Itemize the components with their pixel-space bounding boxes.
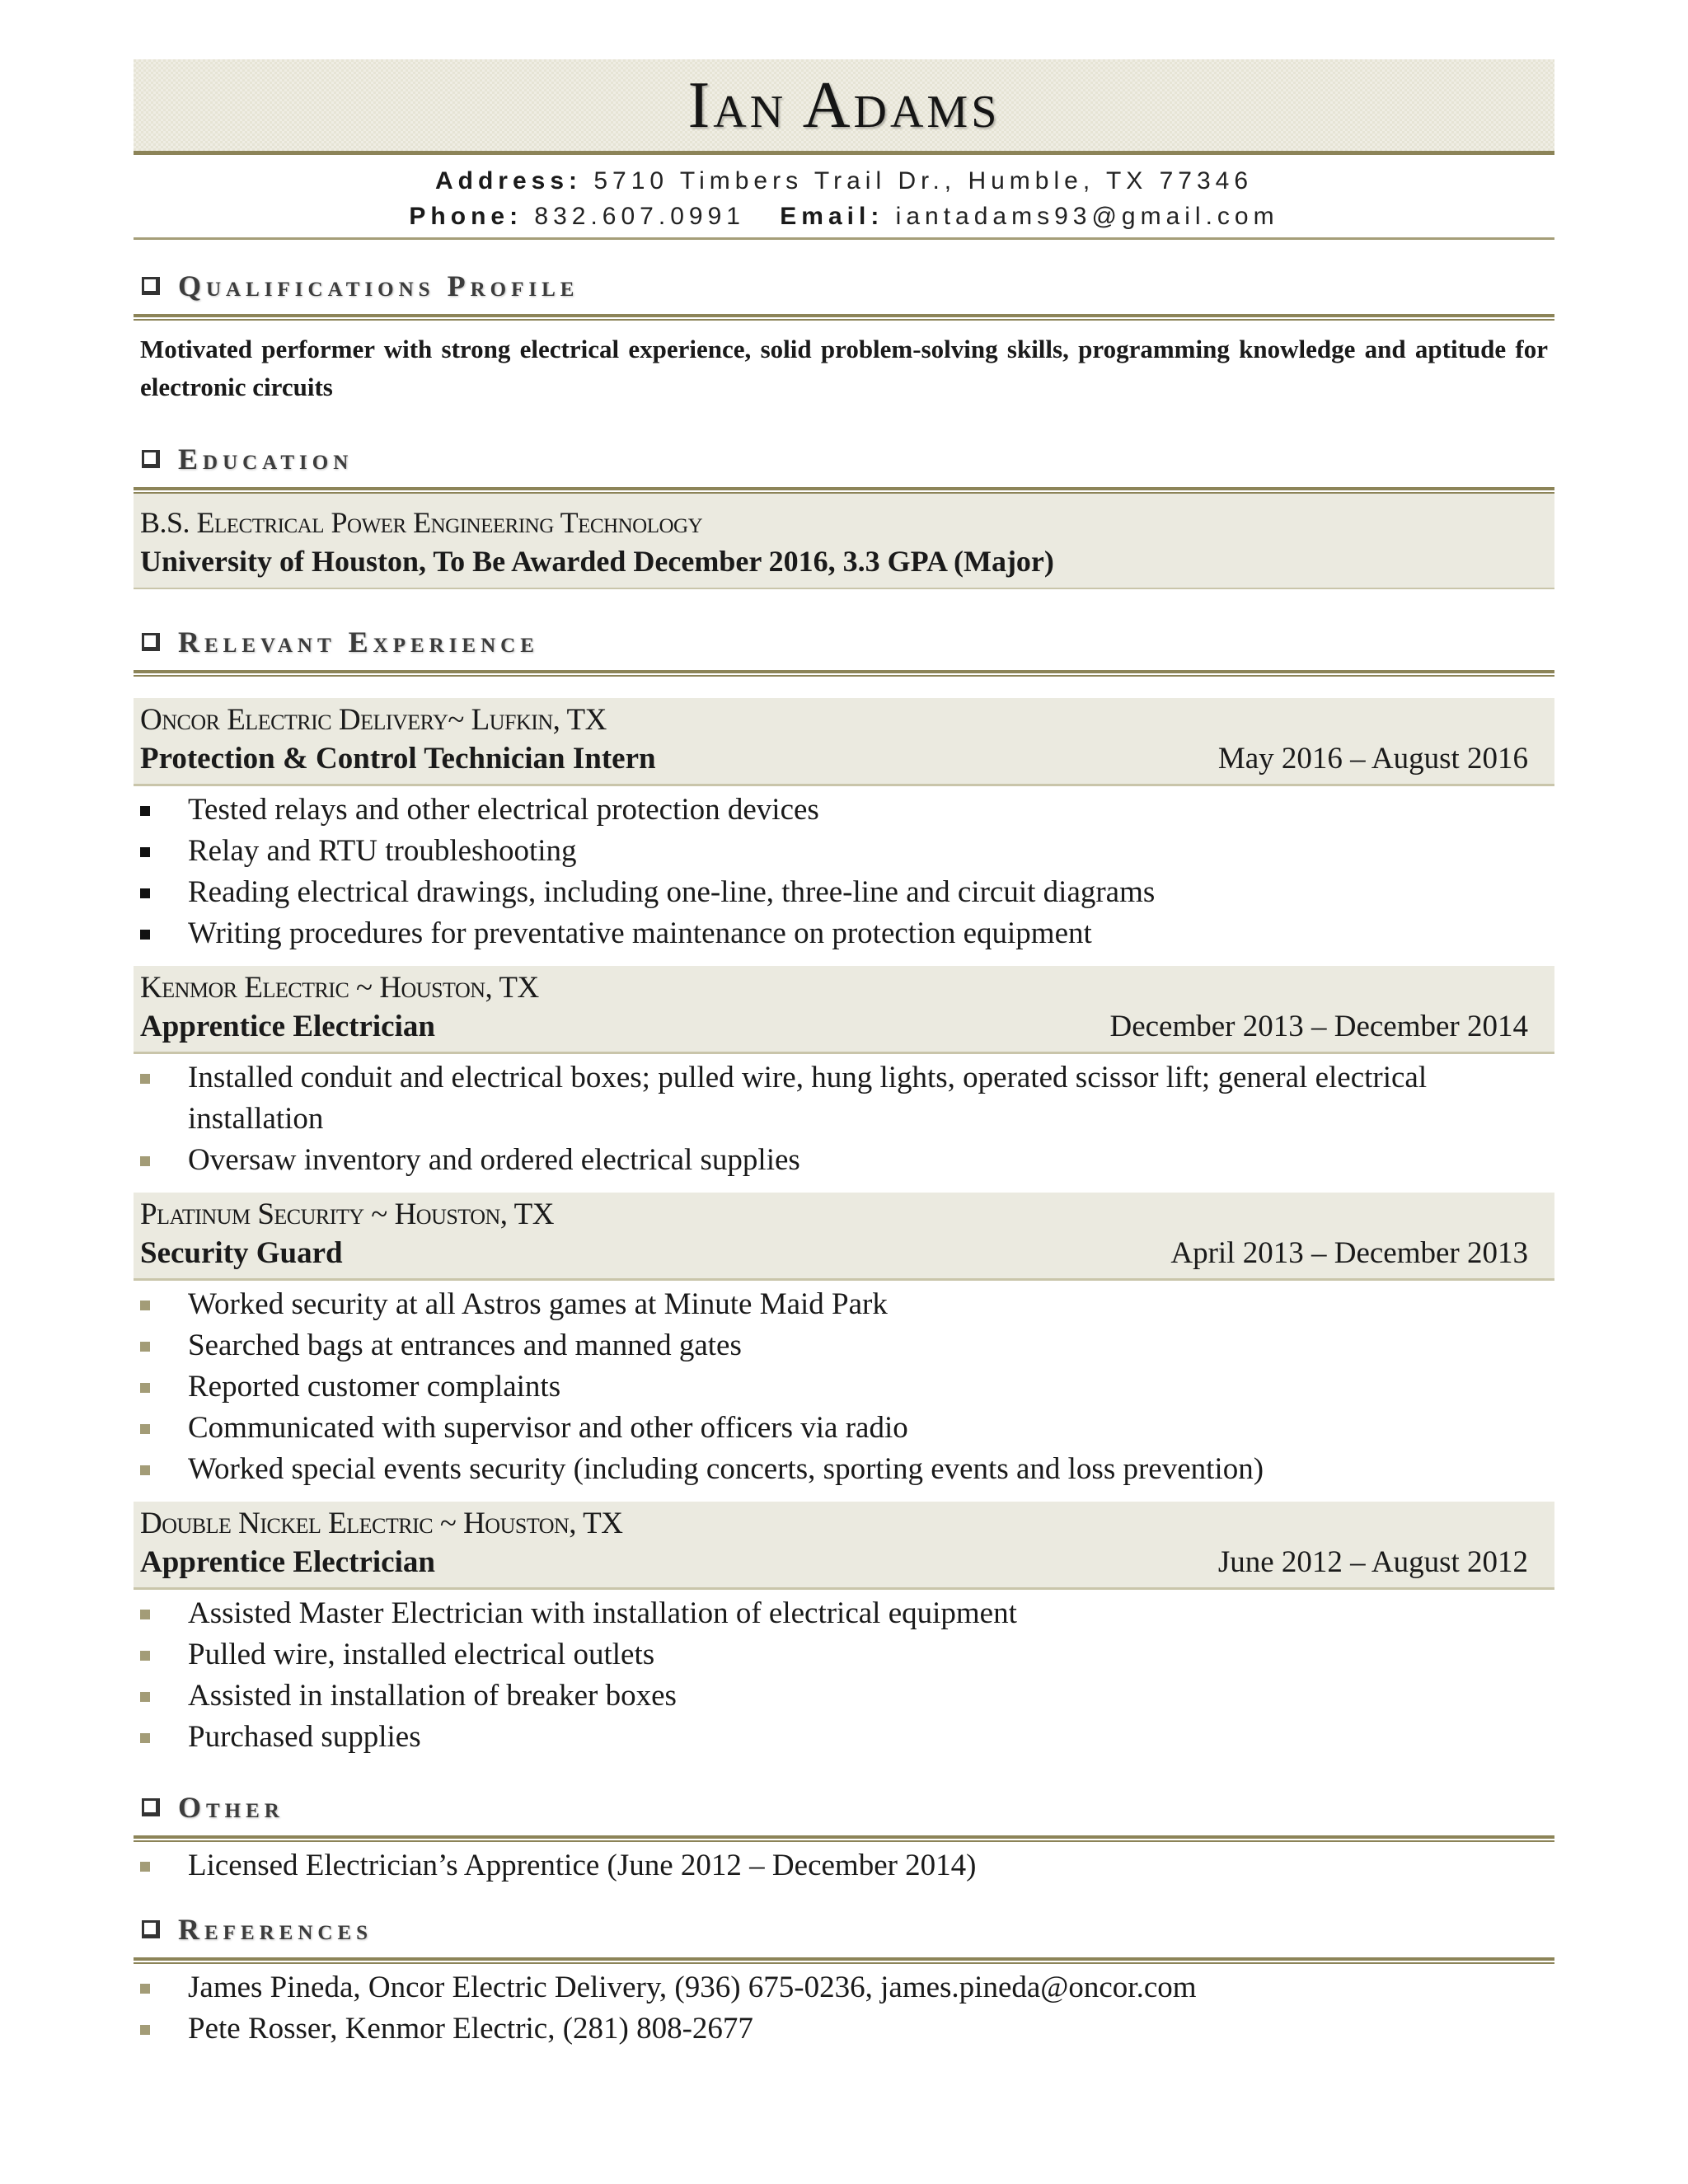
section-title: Education bbox=[178, 443, 354, 476]
section-divider bbox=[134, 1835, 1554, 1842]
section-heading-education bbox=[134, 443, 1554, 476]
list-item: Relay and RTU troubleshooting bbox=[134, 831, 1554, 872]
bullet-square-icon bbox=[140, 1465, 150, 1475]
bullet-square-icon bbox=[140, 1342, 150, 1352]
job-title: Apprentice Electrician bbox=[140, 1545, 435, 1579]
list-item: Pete Rosser, Kenmor Electric, (281) 808-2677 bbox=[134, 2008, 1554, 2050]
section-divider bbox=[134, 1957, 1554, 1964]
list-item: Worked special events security (including concerts, sporting events and loss prevention) bbox=[134, 1449, 1554, 1490]
list-item: Assisted Master Electrician with installation of electrical equipment bbox=[134, 1593, 1554, 1634]
bullet-square-icon bbox=[140, 806, 150, 816]
bullet-square-icon bbox=[140, 2025, 150, 2035]
job-company: Double Nickel Electric ~ Houston, TX bbox=[140, 1507, 623, 1540]
job-duties bbox=[134, 786, 1554, 954]
address-line bbox=[134, 163, 1554, 199]
section-divider bbox=[134, 670, 1554, 677]
bullet-square-icon bbox=[140, 1984, 150, 1994]
bullet-square-icon bbox=[140, 1862, 150, 1872]
list-item: Pulled wire, installed electrical outlets bbox=[134, 1634, 1554, 1675]
contact-block bbox=[134, 155, 1554, 240]
phone-email-line bbox=[134, 199, 1554, 234]
checkbox-square-icon bbox=[142, 277, 160, 295]
section-heading-references bbox=[134, 1913, 1554, 1946]
qualifications-text: Motivated performer with strong electrical experience, solid problem-solving skills, programming knowledge and aptitude for electronic circuits bbox=[140, 335, 1548, 401]
bullet-square-icon bbox=[140, 1651, 150, 1661]
name-banner bbox=[134, 59, 1554, 155]
job-company: Oncor Electric Delivery~ Lufkin, TX bbox=[140, 703, 607, 737]
list-item: James Pineda, Oncor Electric Delivery, (936) 675-0236, james.pineda@oncor.com bbox=[134, 1967, 1554, 2008]
job-header bbox=[134, 1193, 1554, 1281]
candidate-name: Ian Adams bbox=[687, 68, 1001, 142]
bullet-square-icon bbox=[140, 1074, 150, 1084]
list-item: Oversaw inventory and ordered electrical supplies bbox=[134, 1140, 1554, 1181]
email-label: Email: bbox=[780, 203, 884, 230]
list-item: Reading electrical drawings, including one-line, three-line and circuit diagrams bbox=[134, 872, 1554, 913]
list-item: Writing procedures for preventative maintenance on protection equipment bbox=[134, 913, 1554, 954]
bullet-square-icon bbox=[140, 1692, 150, 1702]
phone-label: Phone: bbox=[409, 203, 523, 230]
bullet-square-icon bbox=[140, 888, 150, 898]
section-divider bbox=[134, 314, 1554, 321]
section-title: Relevant Experience bbox=[178, 626, 539, 658]
section-divider bbox=[134, 487, 1554, 494]
list-item: Assisted in installation of breaker boxes bbox=[134, 1675, 1554, 1717]
other-list bbox=[134, 1842, 1554, 1886]
job-dates: December 2013 – December 2014 bbox=[1109, 1010, 1528, 1043]
checkbox-square-icon bbox=[142, 1798, 160, 1816]
job-company: Platinum Security ~ Houston, TX bbox=[140, 1197, 554, 1231]
job-duties bbox=[134, 1281, 1554, 1490]
section-heading-other bbox=[134, 1791, 1554, 1824]
bullet-square-icon bbox=[140, 1301, 150, 1310]
job-header bbox=[134, 966, 1554, 1054]
checkbox-square-icon bbox=[142, 633, 160, 651]
school: University of Houston, To Be Awarded December 2016, 3.3 GPA (Major) bbox=[140, 545, 1054, 578]
bullet-square-icon bbox=[140, 1424, 150, 1434]
section-heading-experience bbox=[134, 626, 1554, 658]
bullet-square-icon bbox=[140, 1610, 150, 1619]
list-item: Reported customer complaints bbox=[134, 1366, 1554, 1408]
section-title: Other bbox=[178, 1791, 284, 1824]
bullet-square-icon bbox=[140, 930, 150, 940]
degree: B.S. Electrical Power Engineering Technology bbox=[140, 506, 703, 539]
job-dates: May 2016 – August 2016 bbox=[1217, 742, 1528, 776]
section-heading-qualifications bbox=[134, 269, 1554, 302]
list-item: Searched bags at entrances and manned gates bbox=[134, 1325, 1554, 1366]
list-item: Licensed Electrician’s Apprentice (June 2012 – December 2014) bbox=[134, 1845, 1554, 1886]
job-company: Kenmor Electric ~ Houston, TX bbox=[140, 971, 539, 1005]
bullet-square-icon bbox=[140, 1156, 150, 1166]
list-item: Worked security at all Astros games at Minute Maid Park bbox=[134, 1284, 1554, 1325]
references-list bbox=[134, 1964, 1554, 2050]
job-dates: April 2013 – December 2013 bbox=[1170, 1236, 1528, 1270]
bullet-square-icon bbox=[140, 847, 150, 857]
section-title: References bbox=[178, 1913, 373, 1946]
job-header bbox=[134, 1502, 1554, 1590]
section-title: Qualifications Profile bbox=[178, 269, 579, 302]
list-item: Communicated with supervisor and other officers via radio bbox=[134, 1408, 1554, 1449]
job-duties bbox=[134, 1590, 1554, 1758]
job-title: Apprentice Electrician bbox=[140, 1010, 435, 1043]
job-title: Security Guard bbox=[140, 1236, 343, 1270]
list-item: Installed conduit and electrical boxes; pulled wire, hung lights, operated scissor lift; general electrical installation bbox=[134, 1057, 1554, 1140]
education-entry bbox=[134, 494, 1554, 589]
job-header bbox=[134, 698, 1554, 786]
list-item: Purchased supplies bbox=[134, 1717, 1554, 1758]
email-value: iantadams93@gmail.com bbox=[895, 203, 1279, 230]
job-dates: June 2012 – August 2012 bbox=[1217, 1545, 1528, 1579]
job-title: Protection & Control Technician Intern bbox=[140, 742, 656, 776]
job-duties bbox=[134, 1054, 1554, 1181]
phone-value: 832.607.0991 bbox=[534, 203, 745, 230]
bullet-square-icon bbox=[140, 1733, 150, 1743]
address-label: Address: bbox=[434, 167, 582, 194]
checkbox-square-icon bbox=[142, 1920, 160, 1938]
address-value: 5710 Timbers Trail Dr., Humble, TX 77346 bbox=[593, 167, 1254, 194]
bullet-square-icon bbox=[140, 1383, 150, 1393]
list-item: Tested relays and other electrical protection devices bbox=[134, 790, 1554, 831]
checkbox-square-icon bbox=[142, 450, 160, 468]
